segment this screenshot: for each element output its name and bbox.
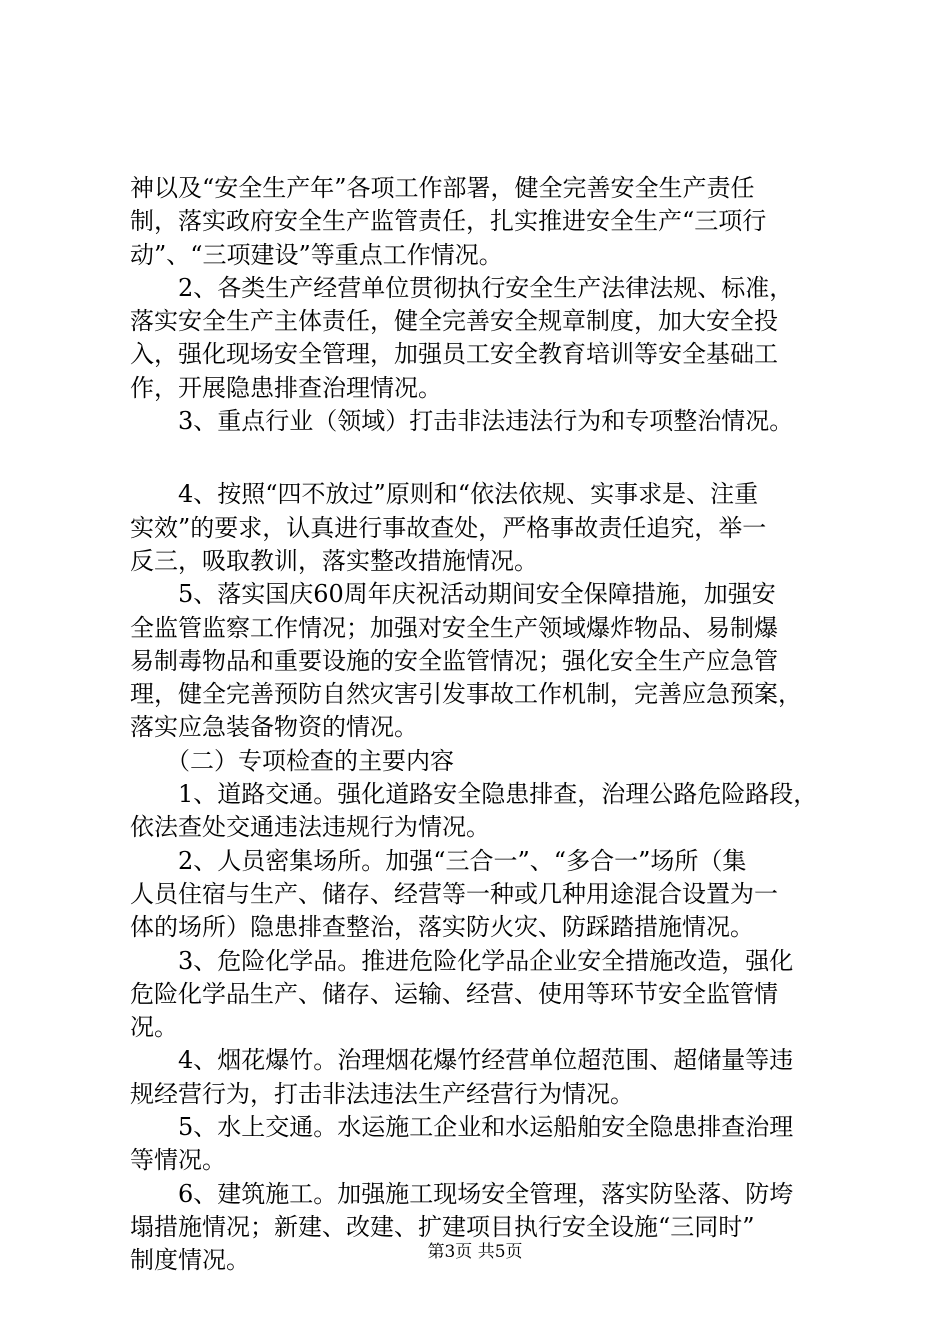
text-line: 作，开展隐患排查治理情况。 (130, 373, 442, 402)
text-line: 1、道路交通。强化道路安全隐患排查，治理公路危险路段， (130, 780, 818, 809)
text-line: 实效”的要求，认真进行事故查处，严格事故责任追究，举一 (130, 513, 767, 542)
text-block-1 (130, 172, 830, 438)
text-line: 入，强化现场安全管理，加强员工安全教育培训等安全基础工 (130, 340, 778, 369)
text-line: 理，健全完善预防自然灾害引发事故工作机制，完善应急预案， (130, 680, 802, 709)
text-line: 动”、“三项建设”等重点工作情况。 (130, 240, 503, 269)
text-line: 危险化学品生产、储存、运输、经营、使用等环节安全监管情 (130, 979, 778, 1008)
text-line: 落实安全生产主体责任，健全完善安全规章制度，加大安全投 (130, 307, 778, 336)
text-line: 2、各类生产经营单位贯彻执行安全生产法律法规、标准， (130, 273, 794, 302)
text-line: 4、按照“四不放过”原则和“依法依规、实事求是、注重 (130, 480, 759, 509)
text-line: 5、落实国庆60周年庆祝活动期间安全保障措施，加强安 (130, 580, 776, 609)
text-line: 2、人员密集场所。加强“三合一”、“多合一”场所（集 (130, 846, 747, 875)
text-line: 反三，吸取教训，落实整改措施情况。 (130, 546, 538, 575)
text-line: 易制毒物品和重要设施的安全监管情况；强化安全生产应急管 (130, 646, 778, 675)
text-line: 况。 (130, 1013, 178, 1042)
text-line: 6、建筑施工。加强施工现场安全管理，落实防坠落、防垮 (130, 1179, 794, 1208)
text-line: 4、烟花爆竹。治理烟花爆竹经营单位超范围、超储量等违 (130, 1046, 794, 1075)
text-line: 5、水上交通。水运施工企业和水运船舶安全隐患排查治理 (130, 1113, 794, 1142)
paragraph-gap (130, 438, 830, 478)
text-line: 塌措施情况；新建、改建、扩建项目执行安全设施“三同时” (130, 1212, 755, 1241)
text-line: 全监管监察工作情况；加强对安全生产领域爆炸物品、易制爆 (130, 613, 778, 642)
text-line: 3、重点行业（领域）打击非法违法行为和专项整治情况。 (130, 407, 794, 436)
text-line: 依法查处交通违法违规行为情况。 (130, 813, 490, 842)
page-number-footer: 第3页 共5页 (427, 1242, 523, 1262)
text-line: 等情况。 (130, 1146, 226, 1175)
text-line: 规经营行为，打击非法违法生产经营行为情况。 (130, 1079, 634, 1108)
text-line: 体的场所）隐患排查整治，落实防火灾、防踩踏措施情况。 (130, 913, 754, 942)
text-block-2 (130, 478, 830, 1277)
text-line: 3、危险化学品。推进危险化学品企业安全措施改造，强化 (130, 946, 794, 975)
text-line: 人员住宿与生产、储存、经营等一种或几种用途混合设置为一 (130, 879, 778, 908)
text-line: 制，落实政府安全生产监管责任，扎实推进安全生产“三项行 (130, 207, 767, 236)
text-line: 神以及“安全生产年”各项工作部署，健全完善安全生产责任 (130, 174, 755, 202)
section-heading: （二）专项检查的主要内容 (130, 746, 454, 775)
document-body (130, 172, 830, 1278)
text-line: 落实应急装备物资的情况。 (130, 713, 418, 742)
text-line: 制度情况。 (130, 1246, 250, 1275)
